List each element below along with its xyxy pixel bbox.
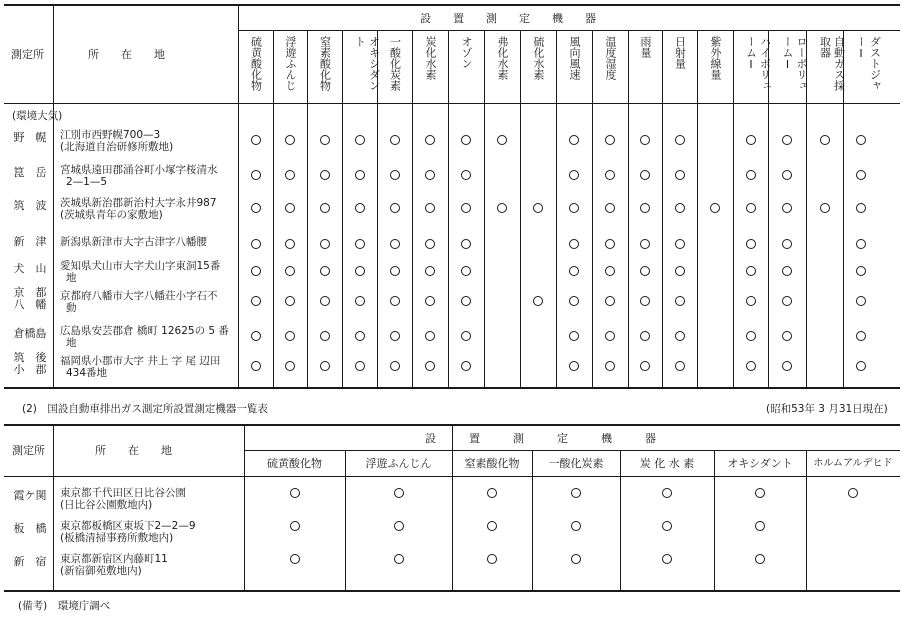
installed-mark-circle [285,361,295,371]
station-address-line: 地 [66,337,77,349]
installed-mark-circle [746,296,756,306]
station-address-line: 動 [66,302,77,314]
installed-mark-circle [390,296,400,306]
table1-column-header: ダストジャーI [854,36,882,91]
installed-mark-circle [755,488,765,498]
station-address-line: 2—1—5 [66,176,108,188]
installed-mark-circle [320,135,330,145]
table1-column-header: オゾン [460,36,473,69]
table1-column-header: 硫黄酸化物 [249,36,263,91]
installed-mark-circle [487,554,497,564]
installed-mark-circle [355,239,365,249]
installed-mark-circle [461,170,471,180]
station-name: 野 幌 [13,131,47,144]
station-name: 筑 後 小 郡 [13,351,47,376]
installed-mark-circle [848,488,858,498]
installed-mark-circle [782,203,792,213]
installed-mark-circle [782,296,792,306]
installed-mark-circle [390,239,400,249]
table1-header-equipment: 設 置 測 定 機 器 [420,12,596,25]
installed-mark-circle [320,331,330,341]
installed-mark-circle [782,361,792,371]
installed-mark-circle [856,135,866,145]
installed-mark-circle [675,266,685,276]
table1-column-divider [273,30,274,387]
table2-vline [53,425,54,590]
installed-mark-circle [640,266,650,276]
installed-mark-circle [640,239,650,249]
installed-mark-circle [355,170,365,180]
installed-mark-circle [856,296,866,306]
station-address-line: 広島県安芸郡倉 橋町 12625の 5 番 [60,325,229,337]
installed-mark-circle [251,296,261,306]
table2-column-divider [452,425,453,590]
table2-header-equipment: 設 置 測 定 機 器 [425,432,656,445]
table2-column-divider [620,450,621,590]
installed-mark-circle [675,239,685,249]
station-address-line: 新潟県新津市大字古津字八幡腰 [60,236,207,248]
station-name: 京 都 八 幡 [13,286,47,311]
table1-column-divider [448,30,449,387]
installed-mark-circle [675,170,685,180]
table1-vline [238,5,239,387]
installed-mark-circle [605,170,615,180]
installed-mark-circle [675,331,685,341]
installed-mark-circle [571,521,581,531]
table2-column-divider [714,450,715,590]
installed-mark-circle [285,203,295,213]
installed-mark-circle [394,554,404,564]
table2-column-header: オキシダント [727,457,793,470]
installed-mark-circle [571,488,581,498]
table1-header-location: 所 在 地 [88,48,165,61]
installed-mark-circle [569,266,579,276]
installed-mark-circle [320,266,330,276]
installed-mark-circle [569,203,579,213]
installed-mark-circle [461,296,471,306]
installed-mark-circle [394,488,404,498]
installed-mark-circle [285,296,295,306]
table1-column-divider [307,30,308,387]
installed-mark-circle [285,331,295,341]
installed-mark-circle [390,331,400,341]
installed-mark-circle [251,239,261,249]
table1-column-header: 風向風速 [568,36,581,80]
table2-header-station: 測定所 [12,444,45,457]
installed-mark-circle [746,361,756,371]
table1-vline [53,5,54,387]
installed-mark-circle [782,135,792,145]
installed-mark-circle [605,361,615,371]
installed-mark-circle [746,239,756,249]
installed-mark-circle [746,135,756,145]
table1-column-header: ハイボリュームI [744,36,772,91]
footnote: (備考) 環境庁調べ [18,600,111,612]
installed-mark-circle [856,239,866,249]
installed-mark-circle [746,331,756,341]
table2-column-header: 炭 化 水 素 [639,457,695,470]
installed-mark-circle [856,331,866,341]
installed-mark-circle [320,170,330,180]
installed-mark-circle [569,296,579,306]
table1-column-divider [697,30,698,387]
table1-column-header: 窒素酸化物 [318,36,332,91]
installed-mark-circle [640,203,650,213]
installed-mark-circle [461,266,471,276]
installed-mark-circle [355,266,365,276]
table1-column-header: 温度湿度 [604,36,617,80]
table1-column-divider [733,30,734,387]
installed-mark-circle [320,361,330,371]
installed-mark-circle [782,266,792,276]
installed-mark-circle [605,203,615,213]
table1-column-divider [342,30,343,387]
installed-mark-circle [251,361,261,371]
installed-mark-circle [425,170,435,180]
installed-mark-circle [782,239,792,249]
table2-column-header: 一酸化炭素 [548,457,604,470]
installed-mark-circle [390,361,400,371]
table1-column-divider [412,30,413,387]
table1-column-header: 日射量 [673,36,687,69]
installed-mark-circle [755,554,765,564]
installed-mark-circle [390,203,400,213]
installed-mark-circle [251,135,261,145]
table1-column-divider [484,30,485,387]
installed-mark-circle [605,296,615,306]
installed-mark-circle [640,331,650,341]
station-address-line: (新宿御苑敷地内) [60,565,142,577]
installed-mark-circle [320,203,330,213]
station-address-line: 東京都千代田区日比谷公園 [60,487,186,499]
station-address-line: 宮城県遠田郡涌谷町小塚字桜清水 [60,164,218,176]
installed-mark-circle [355,296,365,306]
table2-caption: (2) 国設自動車排出ガス測定所設置測定機器一覧表 [22,403,268,415]
installed-mark-circle [425,203,435,213]
installed-mark-circle [856,170,866,180]
station-address-line: (日比谷公園敷地内) [60,499,153,511]
installed-mark-circle [605,135,615,145]
table1-column-divider [662,30,663,387]
table1-column-header: 雨量 [639,36,652,58]
table1-header-divider [238,30,900,31]
table1-column-header: 一酸化炭素 [388,36,402,91]
station-name: 新 宿 [13,555,47,568]
installed-mark-circle [497,135,507,145]
installed-mark-circle [251,266,261,276]
table1-column-header: 炭化水素 [424,36,437,80]
installed-mark-circle [285,135,295,145]
table2-header-divider [244,450,900,451]
installed-mark-circle [710,203,720,213]
table1-column-header: ローボリュームI [781,36,808,91]
installed-mark-circle [285,239,295,249]
station-address-line: (北海道自治研修所敷地) [60,141,174,153]
station-address-line: 434番地 [66,367,108,379]
installed-mark-circle [856,203,866,213]
installed-mark-circle [605,266,615,276]
installed-mark-circle [425,239,435,249]
section-label: (環境大気) [12,110,63,122]
station-address-line: 東京都新宿区内藤町11 [60,553,168,565]
installed-mark-circle [856,361,866,371]
installed-mark-circle [290,488,300,498]
table2-column-header: 浮遊ふんじん [365,457,432,470]
installed-mark-circle [390,135,400,145]
installed-mark-circle [394,521,404,531]
table2-column-header: 硫黄酸化物 [267,457,322,470]
installed-mark-circle [290,554,300,564]
station-name: 犬 山 [13,262,47,275]
station-address-line: (板橋清掃事務所敷地内) [60,532,174,544]
table1-column-header: 弗化水素 [496,36,509,80]
station-name: 新 津 [13,235,47,248]
installed-mark-circle [675,296,685,306]
installed-mark-circle [355,203,365,213]
installed-mark-circle [662,554,672,564]
installed-mark-circle [285,170,295,180]
installed-mark-circle [487,488,497,498]
installed-mark-circle [285,266,295,276]
installed-mark-circle [461,135,471,145]
installed-mark-circle [856,266,866,276]
installed-mark-circle [755,521,765,531]
installed-mark-circle [425,331,435,341]
installed-mark-circle [569,170,579,180]
installed-mark-circle [782,170,792,180]
table1-column-divider [520,30,521,387]
installed-mark-circle [461,203,471,213]
installed-mark-circle [320,296,330,306]
installed-mark-circle [251,331,261,341]
installed-mark-circle [746,170,756,180]
installed-mark-circle [425,266,435,276]
installed-mark-circle [461,361,471,371]
table2-column-header: 窒素酸化物 [464,457,520,470]
table1-top-rule [4,4,900,6]
installed-mark-circle [675,135,685,145]
table1-column-header: オキシダント [353,36,381,91]
installed-mark-circle [251,170,261,180]
date-note: (昭和53年 3 月31日現在) [766,403,888,415]
station-address-line: 愛知県犬山市大字犬山字東洞15番 [60,260,221,272]
installed-mark-circle [355,331,365,341]
installed-mark-circle [251,203,261,213]
installed-mark-circle [782,331,792,341]
installed-mark-circle [569,331,579,341]
installed-mark-circle [425,296,435,306]
installed-mark-circle [390,170,400,180]
table1-column-divider [556,30,557,387]
installed-mark-circle [290,521,300,531]
table1-header-station: 測定所 [11,48,44,61]
table2-column-divider [345,450,346,590]
installed-mark-circle [461,239,471,249]
installed-mark-circle [355,361,365,371]
installed-mark-circle [640,170,650,180]
installed-mark-circle [640,135,650,145]
installed-mark-circle [425,361,435,371]
installed-mark-circle [820,203,830,213]
installed-mark-circle [461,331,471,341]
installed-mark-circle [320,239,330,249]
installed-mark-circle [390,266,400,276]
table1-column-header: 浮遊ふんじ [284,36,297,91]
installed-mark-circle [640,361,650,371]
installed-mark-circle [640,296,650,306]
installed-mark-circle [569,135,579,145]
table1-column-header: 紫外線量 [709,36,722,80]
station-name: 板 橋 [13,522,47,535]
table1-column-header: 硫化水素 [532,36,545,80]
station-address-line: 地 [66,272,77,284]
installed-mark-circle [533,203,543,213]
station-name: 霞ケ関 [13,489,47,502]
installed-mark-circle [425,135,435,145]
installed-mark-circle [569,361,579,371]
installed-mark-circle [746,203,756,213]
station-address-line: 茨城県新治郡新治村大字永井987 [60,197,217,209]
station-address-line: (茨城県青年の家敷地) [60,209,163,221]
installed-mark-circle [497,203,507,213]
station-name: 倉橋島 [13,327,47,340]
table2-vline [244,425,245,590]
installed-mark-circle [533,296,543,306]
table2-header-location: 所 在 地 [95,444,172,457]
installed-mark-circle [605,331,615,341]
installed-mark-circle [569,239,579,249]
installed-mark-circle [746,266,756,276]
installed-mark-circle [487,521,497,531]
installed-mark-circle [662,521,672,531]
installed-mark-circle [571,554,581,564]
station-name: 筑 波 [13,199,47,212]
table1-column-header: 自動ガス採取器 [818,36,846,91]
installed-mark-circle [605,239,615,249]
table2-column-header: ホルムアルデヒド [813,458,893,469]
installed-mark-circle [662,488,672,498]
table1-column-divider [628,30,629,387]
station-name: 箟 岳 [13,166,47,179]
table2-bottom-rule [4,590,900,592]
table1-header-bottom-rule [4,103,900,104]
station-address-line: 京都府八幡市大字八幡荘小字石不 [60,290,218,302]
table2-column-divider [806,450,807,590]
station-address-line: 福岡県小郡市大字 井上 字 尾 辺田 [60,355,221,367]
table2-column-divider [532,450,533,590]
table1-column-divider [592,30,593,387]
installed-mark-circle [675,203,685,213]
table1-bottom-rule [4,387,900,389]
installed-mark-circle [355,135,365,145]
station-address-line: 東京都板橋区東坂下2—2—9 [60,520,196,532]
station-address-line: 江別市西野幌700—3 [60,129,161,141]
installed-mark-circle [820,135,830,145]
installed-mark-circle [675,361,685,371]
